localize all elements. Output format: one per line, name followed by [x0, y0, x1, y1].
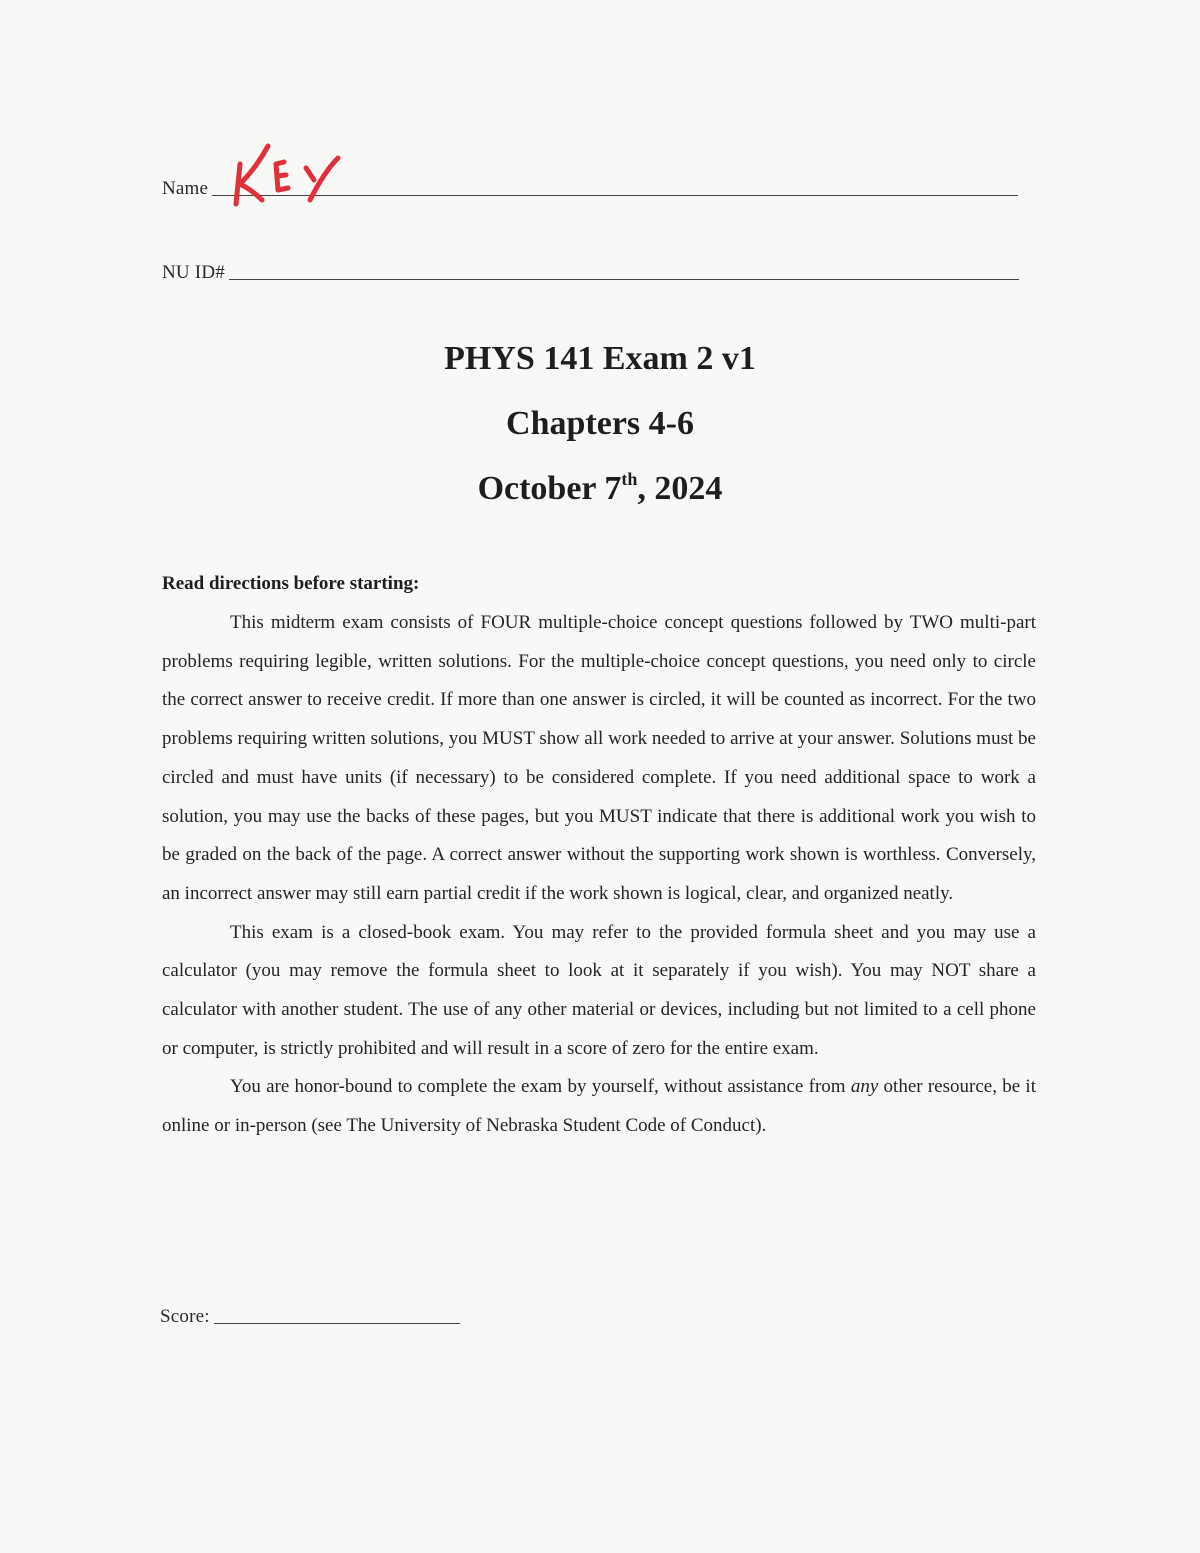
handwritten-key-signature [226, 138, 346, 210]
nuid-label: NU ID# [162, 262, 225, 283]
nuid-field [162, 262, 1019, 284]
exam-date-year: , 2024 [637, 470, 723, 507]
directions-paragraph: This midterm exam consists of FOUR multiple-choice concept questions followed by TWO multi-part problems requiring legible, written solutions. For the multiple-choice concept questions, you need only to circle the correct answer to receive credit. If more than one answer is circled, it will be counted as incorrect. For the two problems requiring written solutions, you MUST show all work needed to arrive at your answer. Solutions must be circled and must have units (if necessary) to be considered complete. If you need additional space to work a solution, you may use the backs of these pages, but you MUST indicate that there is additional work you wish to be graded on the back of the page. A correct answer without the supporting work shown is worthless. Conversely, an incorrect answer may still earn partial credit if the work shown is logical, clear, and organized neatly. [162, 612, 1036, 904]
exam-date [0, 470, 1200, 508]
score-field [160, 1306, 460, 1328]
directions-paragraph [162, 1068, 1036, 1145]
nuid-underline [229, 278, 1019, 280]
exam-date-ordinal: th [621, 469, 638, 489]
exam-date-month-day: October 7 [477, 470, 622, 507]
score-underline [214, 1322, 460, 1324]
score-label: Score: [160, 1306, 210, 1327]
directions-heading: Read directions before starting: [162, 573, 420, 594]
honor-text-start: You are honor-bound to complete the exam by yourself, without assistance from [230, 1076, 851, 1098]
directions-body [162, 604, 1036, 1146]
exam-title: PHYS 141 Exam 2 v1 [444, 340, 756, 377]
exam-chapters: Chapters 4-6 [506, 405, 694, 442]
honor-text-end: other resource, be it online or in-person (see The University of Nebraska Student Code of Conduct). [162, 1076, 1036, 1137]
honor-text-emphasis: any [850, 1076, 879, 1098]
name-label: Name [162, 178, 209, 199]
directions-paragraph: This exam is a closed-book exam. You may refer to the provided formula sheet and you may use a calculator (you may remove the formula sheet to look at it separately if you wish). You may NOT share a calculator with another student. The use of any other material or devices, including but not limited to a cell phone or computer, is strictly prohibited and will result in a score of zero for the entire exam. [162, 921, 1036, 1059]
